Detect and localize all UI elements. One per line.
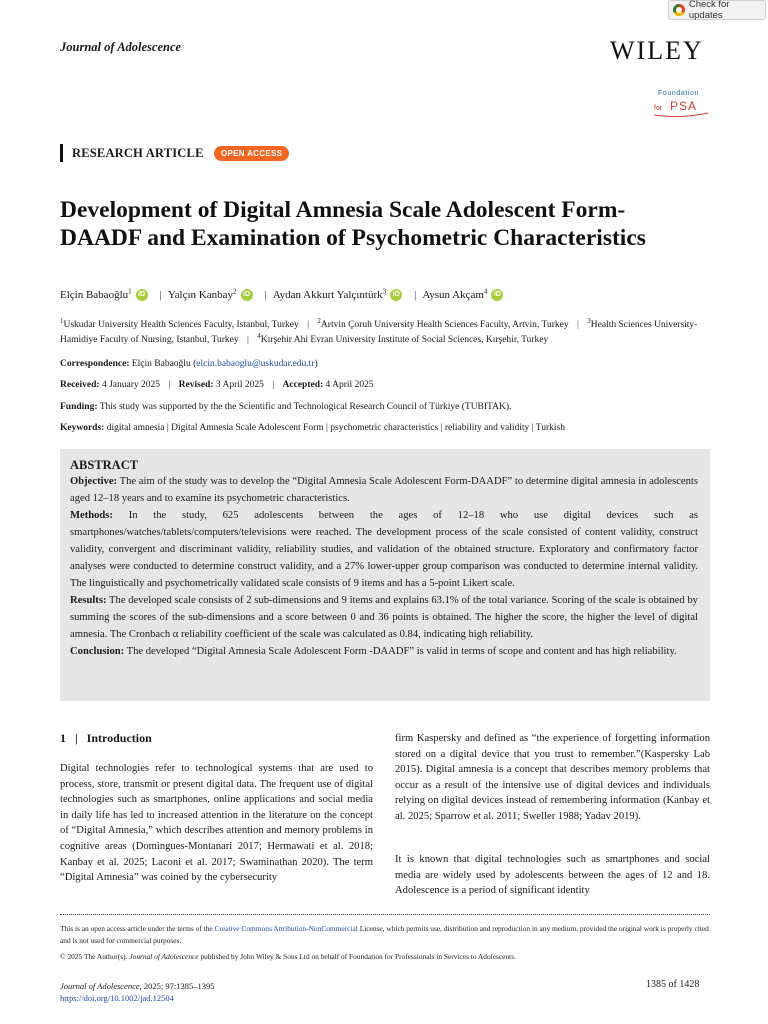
author-name[interactable]: Elçin Babaoğlu$^1$ (60, 287, 132, 301)
orcid-icon[interactable]: iD (136, 289, 148, 301)
check-for-updates-button[interactable] (668, 0, 766, 20)
author-separator: | (414, 289, 417, 301)
page-number: 1385 of 1428 (646, 979, 700, 990)
journal-name: Journal of Adolescence (60, 40, 182, 54)
author-separator: | (159, 289, 162, 301)
foundation-logo (652, 86, 710, 118)
license-link[interactable]: Creative Commons Attribution-NonCommercial (214, 924, 358, 933)
check-for-updates-label: Check for updates (688, 0, 730, 21)
funding: Funding: This study was supported by the the Scientific and Technological Research Council of Türkiye (TUBITAK). (60, 402, 512, 412)
citation: Journal of Adolescence, 2025; 97:1385–1395 https://doi.org/10.1002/jad.12504 (60, 981, 215, 1003)
email-link[interactable]: elcin.babaoglu@uskudar.edu.tr (196, 359, 315, 369)
author-name[interactable]: Yalçın Kanbay$^2$ (167, 287, 237, 301)
abstract-results: Results: The developed scale consists of 2 sub-dimensions and 9 items and explains 63.1% of the total variance. Scoring of the scale is obtained by summing the scores of the sub-dimensions and a score between 0 and 36 points is obtained. The higher the score, the higher the level of digital amnesia. The Cronbach α reliability coefficient of the scale was calculated as 0.84, indicating high reliability. (70, 595, 698, 640)
correspondence: Correspondence: Elçin Babaoğlu (elcin.babaoglu@uskudar.edu.tr) (60, 359, 318, 369)
orcid-icon[interactable]: iD (390, 289, 402, 301)
keywords: Keywords: digital amnesia | Digital Amnesia Scale Adolescent Form | psychometric characteristics | reliability and validity | Turkish (60, 423, 565, 433)
abstract (70, 457, 698, 660)
logo-line2: for (654, 105, 663, 112)
intro-paragraph-3: It is known that digital technologies such as smartphones and social media are widely used by adolescents between the ages of 12 and 18. Adolescence is a period of significant identity (395, 854, 710, 897)
author-name[interactable]: Aydan Akkurt Yalçıntürk$^3$ (272, 287, 387, 301)
copyright-note: © 2025 The Author(s). Journal of Adolescence published by John Wiley & Sons Ltd on behalf of Foundation for Professionals in Services to Adolescents. (60, 952, 516, 961)
crossmark-icon (673, 4, 685, 16)
orcid-icon[interactable]: iD (241, 289, 253, 301)
author-list (60, 289, 509, 301)
license-note: This is an open access article under the terms of the Creative Commons Attribution-NonCommercial License, which permits use, distribution and reproduction in any medium, provided the original work is properly cited and is not used for commercial purposes. (60, 924, 709, 945)
article-dates: Received: 4 January 2025 | Revised: 3 April 2025 | Accepted: 4 April 2025 (60, 380, 374, 390)
logo-line3: PSA (670, 99, 698, 113)
abstract-heading: ABSTRACT (70, 458, 139, 472)
author-name[interactable]: Aysun Akçam$^4$ (422, 287, 488, 301)
orcid-icon[interactable]: iD (491, 289, 503, 301)
footer-divider (60, 914, 710, 915)
abstract-methods: Methods: In the study, 625 adolescents between the ages of 12–18 who use digital devices such as smartphones/watches/tablets/computers/televisions were reached. The development process of the scale consisted of content validity, construct validity, convergent and discriminant validity, reliability studies, and validation of the obtained structure. Exploratory and confirmatory factor analyses were conducted to determine construct validity, and a 27% lower-upper group comparison was conducted to determine internal validity. The linguistically and psychometrically validated scale consists of 9 items and has a 5-point Likert scale. (70, 510, 698, 589)
intro-paragraph-2: firm Kaspersky and defined as “the experience of forgetting information stored on a digital device that you trust to remember.”(Kaspersky Lab 2015). Digital amnesia is a concept that describes memory problems that occur as a result of the intensive use of digital devices and individuals relying on digital devices instead of remembering information (Kanbay et al. 2025; Sparrow et al. 2011; Sweller 1988; Yadav 2019). (395, 733, 710, 822)
author-separator: | (264, 289, 267, 301)
publisher-logo: WILEY (610, 36, 704, 65)
open-access-badge: OPEN ACCESS (214, 146, 289, 161)
article-type-bar (60, 144, 63, 162)
affiliations: $^1$Uskudar University Health Sciences Faculty, Istanbul, Turkey | $^2$Artvin Çoruh University Health Sciences Faculty, Artvin, Turkey | $^3$Health Sciences University-Hamidiye Faculty of Nursing, Istanbul, Turkey | $^4$Kırşehir Ahi Evran University Institute of Social Sciences, Kırşehir, Turkey (60, 316, 698, 345)
logo-line1: Foundation (658, 90, 700, 97)
section-heading: 1 | Introduction (60, 731, 152, 745)
intro-paragraph-1: Digital technologies refer to technological systems that are used to process, store, transmit or present digital data. The frequent use of digital technologies such as smartphones, online applications and social media in daily life has led to increased attention in the literature on the concept of “Digital Amnesia,” which describes attention and memory problems in cognitive areas (Domingues-Montanari 2017; Hermawati et al. 2018; Kanbay et al. 2025; Laconi et al. 2017; Swaminathan 2020). The term “Digital Amnesia” was coined by the cybersecurity (60, 763, 373, 884)
doi-link[interactable]: https://doi.org/10.1002/jad.12504 (60, 993, 174, 1003)
article-title: Development of Digital Amnesia Scale Adolescent Form-DAADF and Examination of Psychometric Characteristics (60, 197, 646, 251)
abstract-conclusion: Conclusion: The developed “Digital Amnesia Scale Adolescent Form -DAADF” is valid in terms of scope and content and has high reliability. (70, 646, 677, 657)
article-type: RESEARCH ARTICLE (72, 146, 204, 160)
abstract-objective: Objective: The aim of the study was to develop the “Digital Amnesia Scale Adolescent Form-DAADF” to determine digital amnesia in adolescents aged 12–18 years and to examine its psychometric characteristics. (70, 476, 698, 504)
